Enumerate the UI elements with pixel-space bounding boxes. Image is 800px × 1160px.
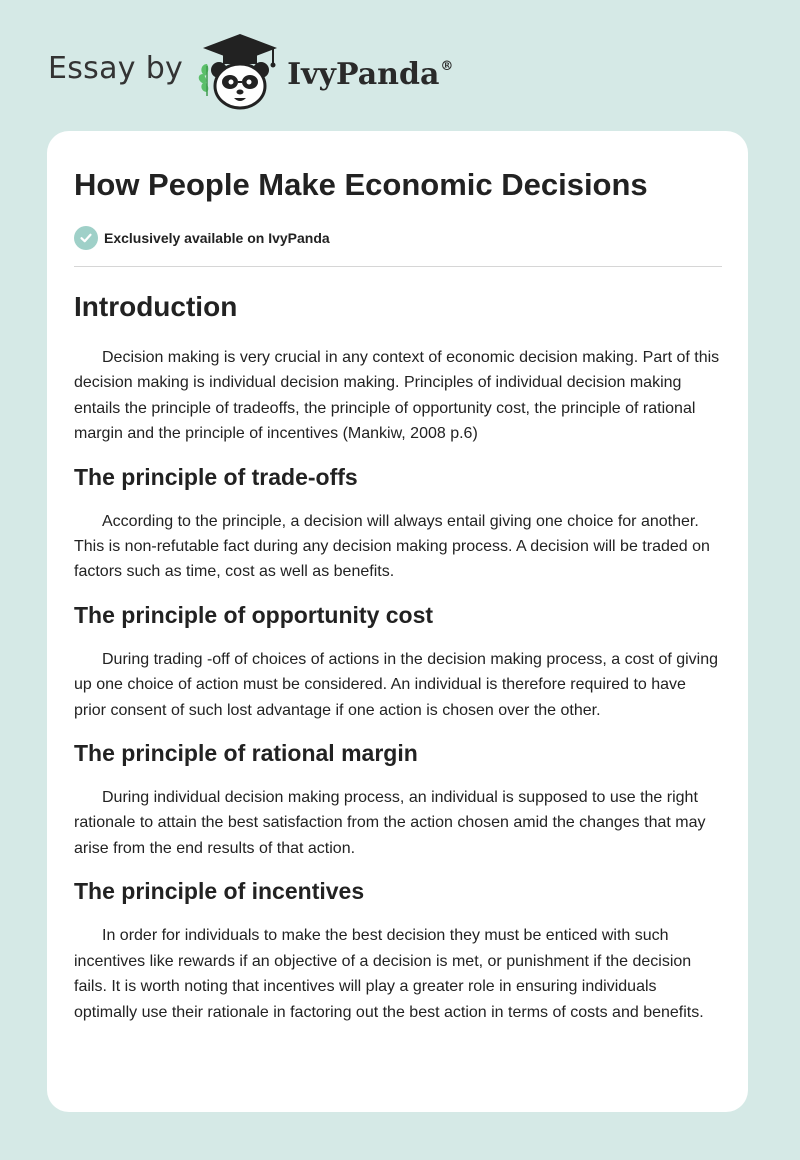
section-paragraph: According to the principle, a decision will always entail giving one choice for another. This is non-refutable fact during any decision making process. A decision will be traded on factors such as time, cost as well as benefits.: [74, 512, 710, 581]
essay-by-label: Essay by: [48, 50, 184, 86]
section-heading: Introduction: [74, 291, 238, 322]
section-paragraph: During individual decision making process, an individual is supposed to use the right rationale to attain the best satisfaction from the action chosen amid the changes that may arise from the end results of that action.: [74, 789, 706, 857]
essay-card: [47, 131, 748, 1112]
check-icon: [74, 226, 98, 250]
section-opportunity-cost: [74, 600, 722, 723]
divider: [74, 266, 722, 267]
section-heading: The principle of trade-offs: [74, 463, 358, 490]
brand-name: IvyPanda®: [287, 56, 454, 92]
section-heading: The principle of opportunity cost: [74, 601, 434, 628]
section-paragraph: Decision making is very crucial in any context of economic decision making. Part of this decision making is individual decision making. Principles of individual decision making entails the principle of tradeoffs, the principle of opportunity cost, the principle of rational margin and the principle of incentives (Mankiw, 2008 p.6): [74, 349, 720, 443]
section-heading: The principle of incentives: [74, 878, 365, 905]
page-title: How People Make Economic Decisions: [74, 167, 648, 202]
section-paragraph: In order for individuals to make the best decision they must be enticed with such incentives like rewards if an objective of a decision is met, or punishment if the decision fails. It is worth noting that incentives will play a greater role in ensuring individuals optimally use their rationale in factoring out the best action in terms of costs and benefits.: [74, 927, 704, 1021]
section-trade-offs: [74, 462, 722, 585]
section-introduction: [74, 289, 722, 447]
exclusive-badge: [74, 225, 722, 251]
exclusive-badge-label: Exclusively available on IvyPanda: [104, 230, 330, 246]
section-incentives: [74, 876, 722, 1025]
section-paragraph: During trading -off of choices of actions in the decision making process, a cost of giving up one choice of action must be considered. An individual is therefore required to have prior consent of such lost advantage if one action is chosen over the other.: [74, 650, 719, 719]
site-logo[interactable]: [48, 32, 453, 112]
panda-mascot-icon: [197, 32, 283, 112]
section-heading: The principle of rational margin: [74, 740, 418, 767]
section-rational-margin: [74, 738, 722, 861]
